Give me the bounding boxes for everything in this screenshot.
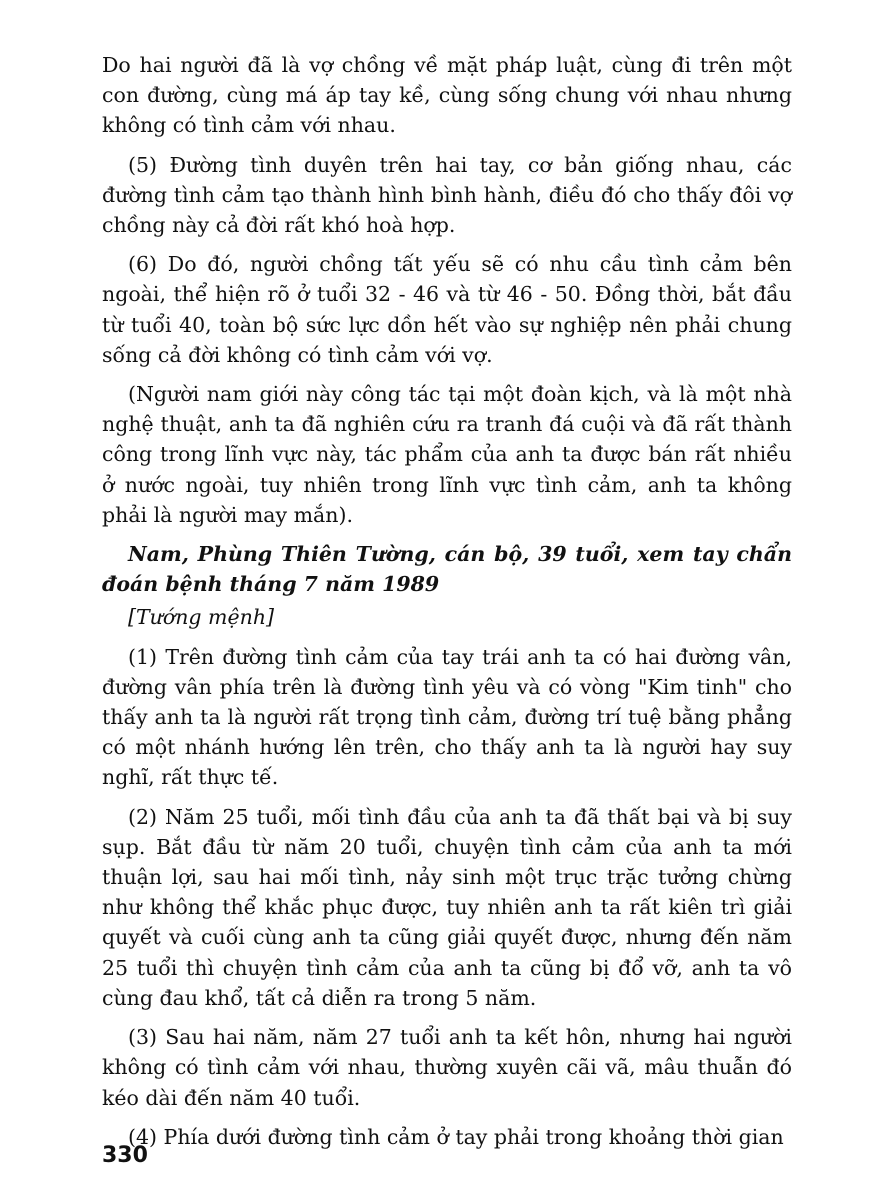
paragraph-3: (3) Sau hai năm, năm 27 tuổi anh ta kết hôn, nhưng hai người không có tình cảm với nhau, thường xuyên cãi vã, mâu thuẫn đó kéo dài đến năm 40 tuổi. xyxy=(102,1025,792,1110)
paragraph-intro: Do hai người đã là vợ chồng về mặt pháp luật, cùng đi trên một con đường, cùng má áp tay kề, cùng sống chung với nhau nhưng không có tình cảm với nhau. xyxy=(102,53,792,138)
paragraph-6: (6) Do đó, người chồng tất yếu sẽ có nhu cầu tình cảm bên ngoài, thể hiện rõ ở tuổi 32 - 46 và từ 46 - 50. Đồng thời, bắt đầu từ tuổi 40, toàn bộ sức lực dồn hết vào sự nghiệp nên phải chung sống cả đời không có tình cảm với vợ. xyxy=(102,252,792,367)
section-heading: Nam, Phùng Thiên Tường, cán bộ, 39 tuổi, xem tay chẩn đoán bệnh tháng 7 năm 1989 xyxy=(102,542,792,597)
paragraph-4: (4) Phía dưới đường tình cảm ở tay phải trong khoảng thời gian xyxy=(128,1124,784,1149)
page-body xyxy=(102,50,792,1152)
paragraph-note: (Người nam giới này công tác tại một đoàn kịch, và là một nhà nghệ thuật, anh ta đã nghiên cứu ra tranh đá cuội và đã rất thành công trong lĩnh vực này, tác phẩm của anh ta được bán rất nhiều ở nước ngoài, tuy nhiên trong lĩnh vực tình cảm, anh ta không phải là người may mắn). xyxy=(102,382,792,527)
page-number: 330 xyxy=(102,1143,148,1168)
paragraph-5: (5) Đường tình duyên trên hai tay, cơ bản giống nhau, các đường tình cảm tạo thành hình bình hành, điều đó cho thấy đôi vợ chồng này cả đời rất khó hoà hợp. xyxy=(102,152,792,238)
paragraph-1: (1) Trên đường tình cảm của tay trái anh ta có hai đường vân, đường vân phía trên là đường tình yêu và có vòng "Kim tinh" cho thấy anh ta là người rất trọng tình cảm, đường trí tuệ bằng phẳng có một nhánh hướng lên trên, cho thấy anh ta là người hay suy nghĩ, rất thực tế. xyxy=(102,644,792,790)
paragraph-2: (2) Năm 25 tuổi, mối tình đầu của anh ta đã thất bại và bị suy sụp. Bắt đầu từ năm 20 tuổi, chuyện tình cảm của anh ta mới thuận lợi, sau hai mối tình, nảy sinh một trục trặc tưởng chừng như không thể khắc phục được, tuy nhiên anh ta rất kiên trì giải quyết và cuối cùng anh ta cũng giải quyết được, nhưng đến năm 25 tuổi thì chuyện tình cảm của anh ta cũng bị đổ vỡ, anh ta vô cùng đau khổ, tất cả diễn ra trong 5 năm. xyxy=(102,804,792,1010)
section-subheading: [Tướng mệnh] xyxy=(128,605,275,630)
